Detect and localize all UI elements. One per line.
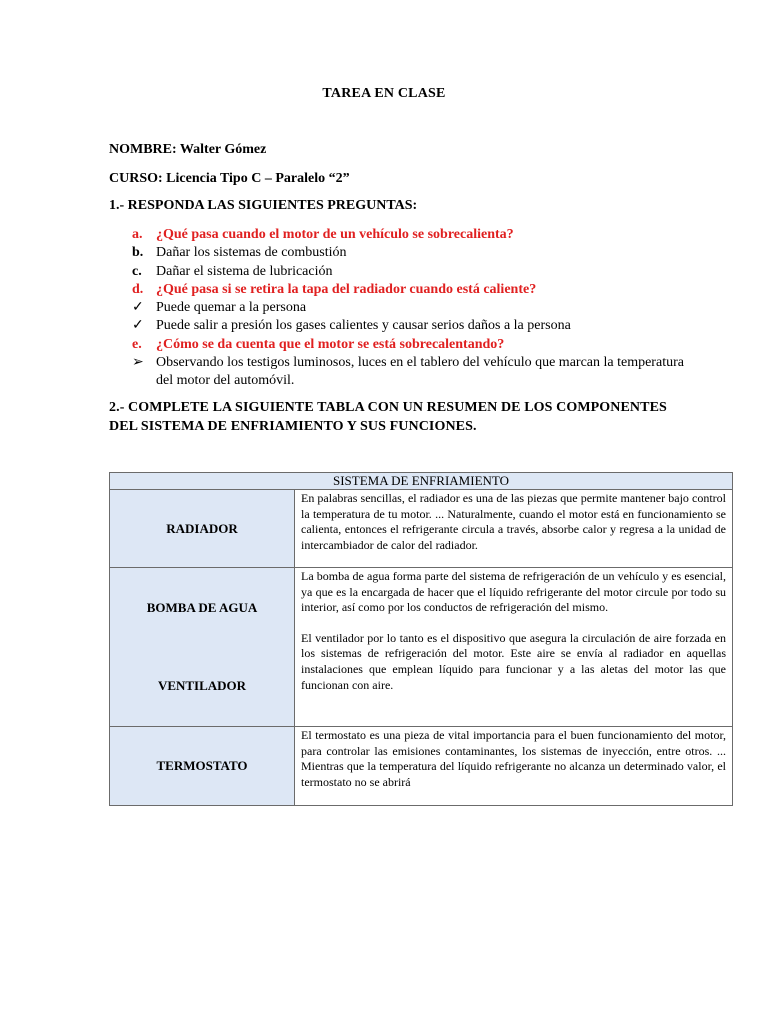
description-text: El termostato es una pieza de vital importancia para el buen funcionamiento del motor, para controlar las emisiones contaminantes, los sistemas de inyección, entre otros. ... Mientras que la temperatura del líquido refrigerante no alcanza un determinado valor, el termostato no se abrirá: [301, 728, 726, 789]
list-marker: c.: [132, 263, 142, 279]
student-name: NOMBRE: Walter Gómez: [109, 142, 267, 157]
description-text: El ventilador por lo tanto es el dispositivo que asegura la circulación de aire forzada en los sistemas de refrigeración del motor. Este aire se envía al radiador en aquellas instalaciones que emplean líquido para funcionar y a las aletas del motor las que funcionan con aire.: [301, 630, 726, 692]
list-item: [132, 317, 692, 335]
answer-list: [132, 226, 692, 391]
description-text: En palabras sencillas, el radiador es una de las piezas que permite mantener bajo control la temperatura de tu motor. ... Naturalmente, cuando el motor está en funcionamiento se calienta, entonces el refrigerante circula a través, absorbe calor y regresa a la unidad de intercambiador de calor del radiador.: [301, 491, 726, 552]
list-marker: a.: [132, 227, 143, 242]
section-1-heading: 1.- RESPONDA LAS SIGUIENTES PREGUNTAS:: [109, 198, 418, 213]
check-icon: ✓: [132, 318, 144, 334]
list-item: [132, 354, 692, 391]
answer-text: Puede quemar a la persona: [156, 300, 307, 316]
cooling-system-table: [109, 472, 733, 806]
component-ventilador: VENTILADOR: [157, 678, 247, 693]
check-icon: ✓: [132, 300, 144, 316]
desc-termostato: [295, 727, 733, 806]
table-row: [110, 490, 733, 568]
answer-text: Observando los testigos luminosos, luces en el tablero del vehículo que marcan la temperatura del motor del automóvil.: [156, 355, 684, 389]
desc-bomba-ventilador: [295, 568, 733, 727]
answer-text: Dañar el sistema de lubricación: [156, 263, 333, 279]
list-item: [132, 226, 692, 244]
list-item: [132, 336, 692, 354]
component-cell-pair: [110, 568, 295, 727]
question-text: ¿Qué pasa cuando el motor de un vehículo se sobrecalienta?: [156, 227, 514, 242]
arrow-bullet-icon: ➢: [132, 355, 144, 371]
list-marker: d.: [132, 281, 144, 297]
list-item: [132, 263, 692, 281]
list-marker: e.: [132, 336, 142, 352]
component-bomba-de-agua: BOMBA DE AGUA: [146, 600, 258, 615]
question-text: ¿Qué pasa si se retira la tapa del radiador cuando está caliente?: [156, 281, 537, 297]
table-row: [110, 727, 733, 806]
page-title: TAREA EN CLASE: [322, 86, 446, 101]
course-line: CURSO: Licencia Tipo C – Paralelo “2”: [109, 171, 350, 186]
question-text: ¿Cómo se da cuenta que el motor se está sobrecalentando?: [156, 336, 505, 352]
answer-text: Puede salir a presión los gases calientes y causar serios daños a la persona: [156, 318, 571, 334]
component-radiador: RADIADOR: [110, 490, 295, 568]
answer-text: Dañar los sistemas de combustión: [156, 245, 347, 261]
table-header: SISTEMA DE ENFRIAMIENTO: [110, 473, 733, 490]
description-text: La bomba de agua forma parte del sistema de refrigeración de un vehículo y es esencial, ya que es la encargada de hacer que el líquido refrigerante del motor circule por todo su interior, así como por los conductos de refrigeración del mismo.: [301, 569, 726, 615]
list-marker: b.: [132, 245, 144, 261]
component-termostato: TERMOSTATO: [110, 727, 295, 806]
list-item: [132, 299, 692, 317]
section-2-heading: 2.- COMPLETE LA SIGUIENTE TABLA CON UN RESUMEN DE LOS COMPONENTES DEL SISTEMA DE ENFRIAMIENTO Y SUS FUNCIONES.: [109, 400, 667, 434]
table-row: [110, 568, 733, 727]
desc-radiador: [295, 490, 733, 568]
list-item: [132, 244, 692, 262]
list-item: [132, 281, 692, 299]
